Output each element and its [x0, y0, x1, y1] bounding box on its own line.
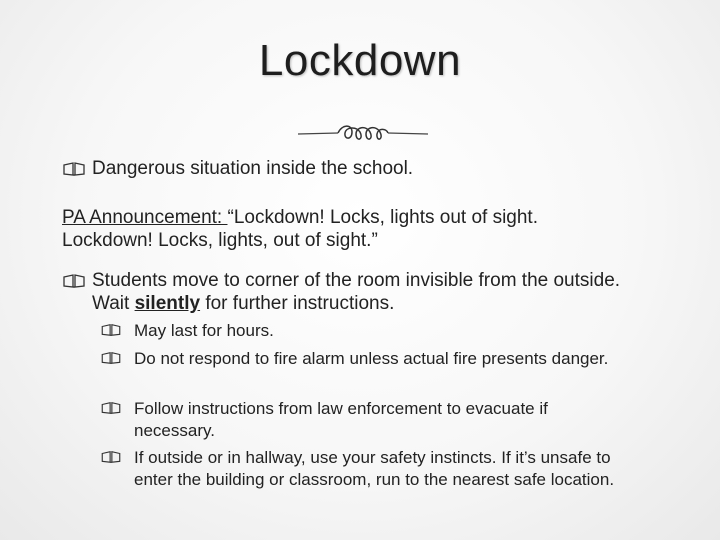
sub-bullet-text: Do not respond to fire alarm unless actual fire presents danger. [134, 349, 609, 368]
bullet-text: Dangerous situation inside the school. [92, 158, 414, 179]
book-bullet-icon [100, 447, 134, 464]
bullet-text-part1: Students move to corner of the room invisible from the outside. Wait [92, 270, 621, 314]
book-bullet-icon [62, 269, 92, 289]
book-bullet-icon [62, 157, 92, 177]
bullet-text-part2: for further instructions. [200, 293, 395, 314]
sub-bullet-outside-hallway [100, 447, 630, 491]
sub-bullet-text: If outside or in hallway, use your safety instincts. If it’s unsafe to enter the building or classroom, run to the nearest safe location. [134, 448, 615, 489]
sub-bullet-text: Follow instructions from law enforcement to evacuate if necessary. [134, 399, 548, 440]
pa-announcement-label: PA Announcement: [62, 207, 228, 228]
pa-announcement [62, 206, 662, 252]
sub-bullet-may-last [100, 320, 660, 342]
book-bullet-icon [100, 348, 134, 365]
book-bullet-icon [100, 398, 134, 415]
slide-title: Lockdown [258, 36, 462, 85]
pa-announcement-line2: Lockdown! Locks, lights, out of sight.” [62, 230, 378, 251]
sub-bullet-text: May last for hours. [134, 321, 274, 340]
book-bullet-icon [100, 320, 134, 337]
emphasis-silently: silently [134, 293, 201, 314]
flourish-divider-icon [298, 122, 428, 144]
sub-bullet-follow-instructions [100, 398, 630, 442]
pa-announcement-line1: “Lockdown! Locks, lights out of sight. [227, 207, 538, 228]
bullet-text [92, 269, 662, 315]
bullet-students-move [62, 269, 662, 315]
sub-bullet-fire-alarm [100, 348, 630, 370]
bullet-dangerous-situation [62, 157, 413, 180]
